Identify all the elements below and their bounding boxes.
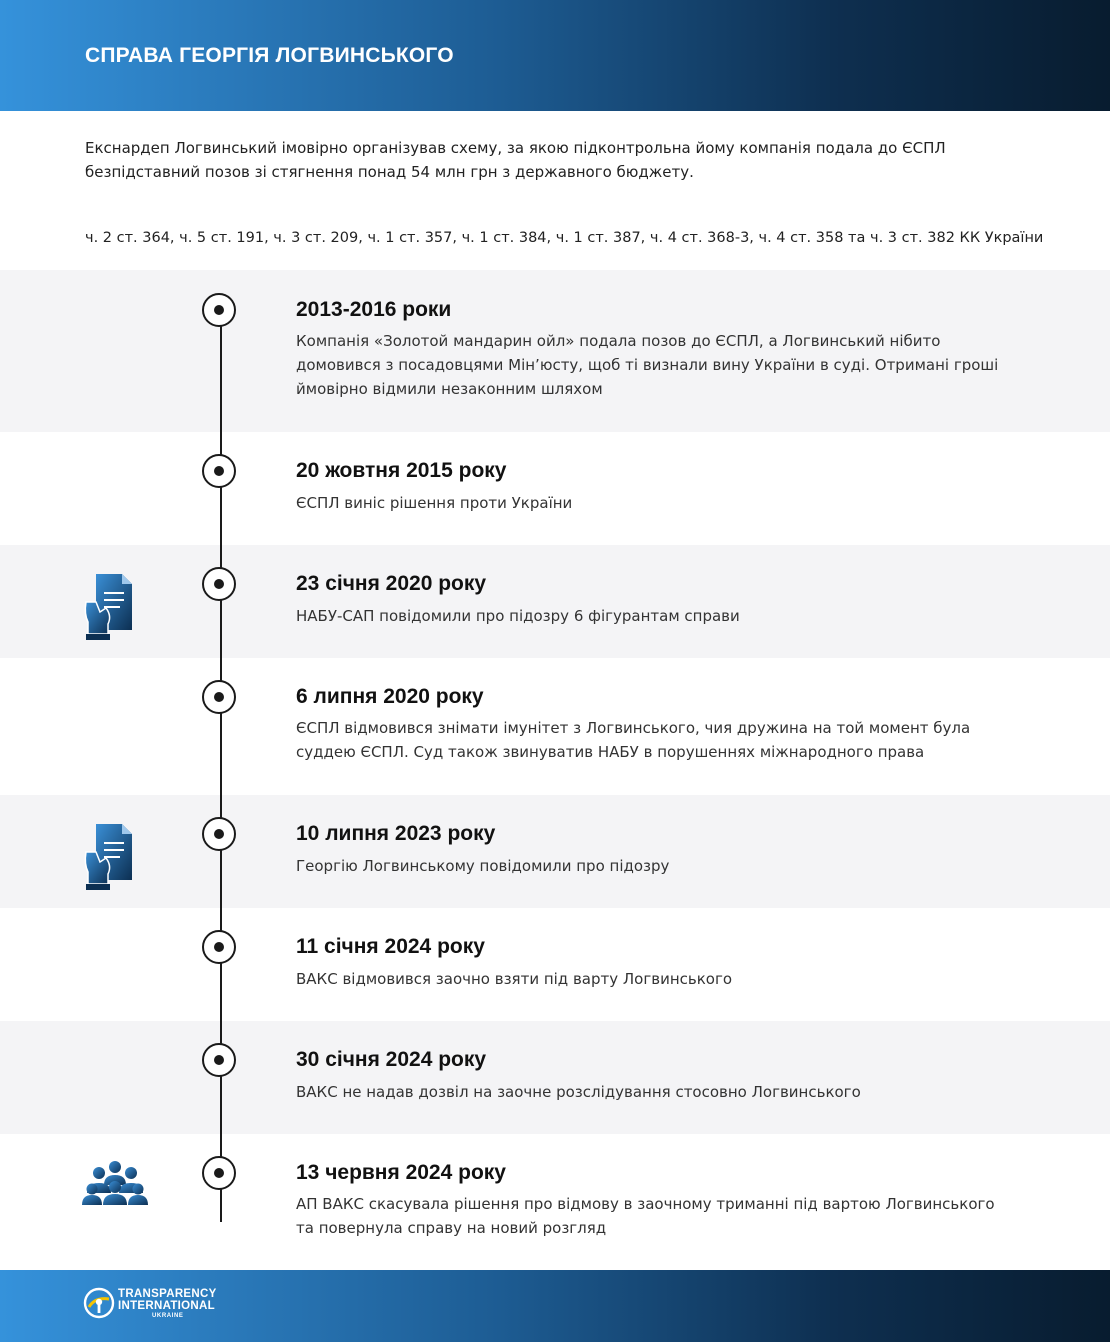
page-title: СПРАВА ГЕОРГІЯ ЛОГВИНСЬКОГО (85, 44, 454, 67)
event-description: НАБУ-САП повідомили про підозру 6 фігурантам справи (296, 607, 740, 625)
event-date: 20 жовтня 2015 року (296, 459, 507, 482)
timeline-marker (202, 1043, 236, 1077)
event-description: ВАКС не надав дозвіл на заочне розслідування стосовно Логвинського (296, 1083, 861, 1101)
timeline-row-shade (0, 545, 1110, 658)
event-description: АП ВАКС скасувала рішення про відмову в заочному триманні під вартою Логвинського та повернула справу на новий розгляд (296, 1195, 995, 1237)
transparency-international-logo-icon (83, 1287, 115, 1319)
judges-panel-icon (82, 1159, 148, 1205)
timeline-line (220, 310, 222, 1222)
event-description: ВАКС відмовився заочно взяти під варту Логвинського (296, 970, 733, 988)
event-date: 6 липня 2020 року (296, 685, 484, 708)
timeline-marker (202, 680, 236, 714)
case-summary: Екснардеп Логвинський імовірно організував схему, за якою підконтрольна йому компанія подала до ЄСПЛ безпідставний позов зі стягнення понад 54 млн грн з державного бюджету. (85, 139, 946, 181)
footer-banner (0, 1270, 1110, 1342)
criminal-code-articles: ч. 2 ст. 364, ч. 5 ст. 191, ч. 3 ст. 209, ч. 1 ст. 357, ч. 1 ст. 384, ч. 1 ст. 387, ч. 4 ст. 368-3, ч. 4 ст. 358 та ч. 3 ст. 382 КК України (85, 230, 1044, 246)
event-description: Георгію Логвинському повідомили про підозру (296, 857, 670, 875)
logo-line-2: INTERNATIONAL (118, 1300, 215, 1312)
event-date: 23 січня 2020 року (296, 572, 487, 595)
timeline-marker (202, 454, 236, 488)
event-date: 2013-2016 роки (296, 298, 452, 321)
logo-line-3: UKRAINE (152, 1313, 184, 1319)
timeline-row-shade (0, 795, 1110, 908)
event-description: ЄСПЛ відмовився знімати імунітет з Логвинського, чия дружина на той момент була суддею ЄСПЛ. Суд також звинуватив НАБУ в порушеннях міжнародного права (296, 719, 971, 761)
suspicion-notice-icon (82, 822, 134, 892)
suspicion-notice-icon (82, 572, 134, 642)
event-date: 30 січня 2024 року (296, 1048, 487, 1071)
timeline (0, 270, 1110, 1270)
event-description: ЄСПЛ виніс рішення проти України (296, 494, 573, 512)
logo-line-1: TRANSPARENCY (118, 1288, 217, 1300)
timeline-marker (202, 1156, 236, 1190)
event-date: 13 червня 2024 року (296, 1161, 506, 1184)
logo-wordmark (118, 1288, 217, 1320)
event-date: 10 липня 2023 року (296, 822, 496, 845)
timeline-marker (202, 817, 236, 851)
event-description: Компанія «Золотой мандарин ойл» подала позов до ЄСПЛ, а Логвинський нібито домовився з посадовцями Мін’юсту, щоб ті визнали вину України в суді. Отримані гроші ймовірно відмили незаконним шляхом (296, 332, 999, 398)
timeline-marker (202, 567, 236, 601)
header-banner (0, 0, 1110, 111)
timeline-marker (202, 293, 236, 327)
timeline-row-shade (0, 1021, 1110, 1134)
timeline-marker (202, 930, 236, 964)
event-date: 11 січня 2024 року (296, 935, 485, 958)
